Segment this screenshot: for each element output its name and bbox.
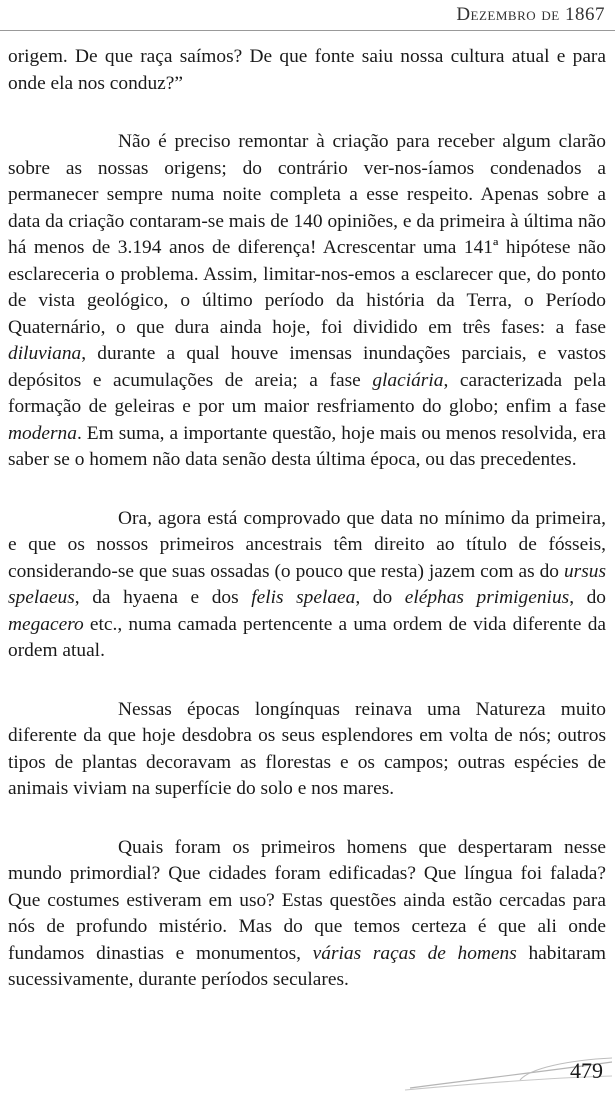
text-run: , do (569, 587, 606, 608)
paragraph (8, 697, 606, 803)
header-rule (0, 30, 615, 31)
text-run: Quais foram os primeiros homens que despertaram nesse mundo primordial? Que cidades foram edificadas? Que língua foi falada? Que costumes estiveram em uso? Estas questões ainda estão cercadas para nós de profundo mistério. Mas do que temos certeza é que ali onde fundamos dinastias e monumentos, (8, 836, 606, 964)
page-number: 479 (570, 1058, 603, 1083)
text-run: origem. De que raça saímos? De que fonte saiu nossa cultura atual e para onde ela nos conduz?” (8, 46, 606, 94)
text-run: , do (355, 587, 405, 608)
page-footer (0, 1050, 615, 1095)
italic-text: moderna (8, 422, 77, 444)
text-run: Nessas épocas longínquas reinava uma Natureza muito diferente da que hoje desdobra os seus esplendores em volta de nós; outros tipos de plantas decoravam as florestas e os campos; outras espécies de animais viviam na superfície do solo e nos mares. (8, 698, 606, 799)
paragraph (8, 129, 606, 474)
text-run: , durante a qual houve imensas inundações parciais, e vastos depósitos e acumulações de areia; a fase (8, 343, 606, 391)
text-run: habitaram sucessivamente, durante períodos seculares. (8, 942, 607, 990)
italic-text: ursus spelaeus (8, 560, 606, 608)
italic-text: diluviana (8, 343, 82, 364)
text-run: , caracterizada pela formação de geleiras e por um maior resfriamento do globo; enfim a fase (8, 369, 607, 417)
paragraph (8, 506, 606, 665)
footer-swoosh-icon (0, 1050, 615, 1095)
italic-text: glaciária (372, 369, 444, 391)
paragraph (8, 44, 606, 97)
text-run: . Em suma, a importante questão, hoje mais ou menos resolvida, era saber se o homem não data senão desta última época, ou das precedentes. (8, 422, 606, 470)
italic-text: megacero (8, 613, 84, 635)
text-run: etc., numa camada pertencente a uma ordem de vida diferente da ordem atual. (8, 613, 606, 661)
text-run: Não é preciso remontar à criação para receber algum clarão sobre as nossas origens; do contrário ver-nos-íamos condenados a permanecer sempre numa noite completa a esse respeito. Apenas sobre a data da criação contaram-se mais de 140 opiniões, e da primeira à última não há menos de 3.194 anos de diferença! Acrescentar uma 141ª hipótese não esclareceria o problema. Assim, limitar-nos-emos a esclarecer que, do ponto de vista geológico, o último período da história da Terra, o Período Quaternário, o que dura ainda hoje, foi dividido em três fases: a fase (8, 131, 606, 338)
italic-text: felis spelaea (251, 587, 356, 608)
text-run: Ora, agora está comprovado que data no mínimo da primeira, e que os nossos primeiros ancestrais têm direito ao título de fósseis, considerando-se que suas ossadas (o pouco que resta) jazem com as do (8, 507, 606, 582)
italic-text: várias raças de homens (312, 942, 517, 964)
italic-text: eléphas primigenius (404, 587, 570, 608)
paragraph (8, 835, 606, 994)
running-header: Dezembro de 1867 (456, 4, 605, 25)
text-run: , da hyaena e dos (74, 587, 252, 608)
page-body (8, 44, 606, 1026)
